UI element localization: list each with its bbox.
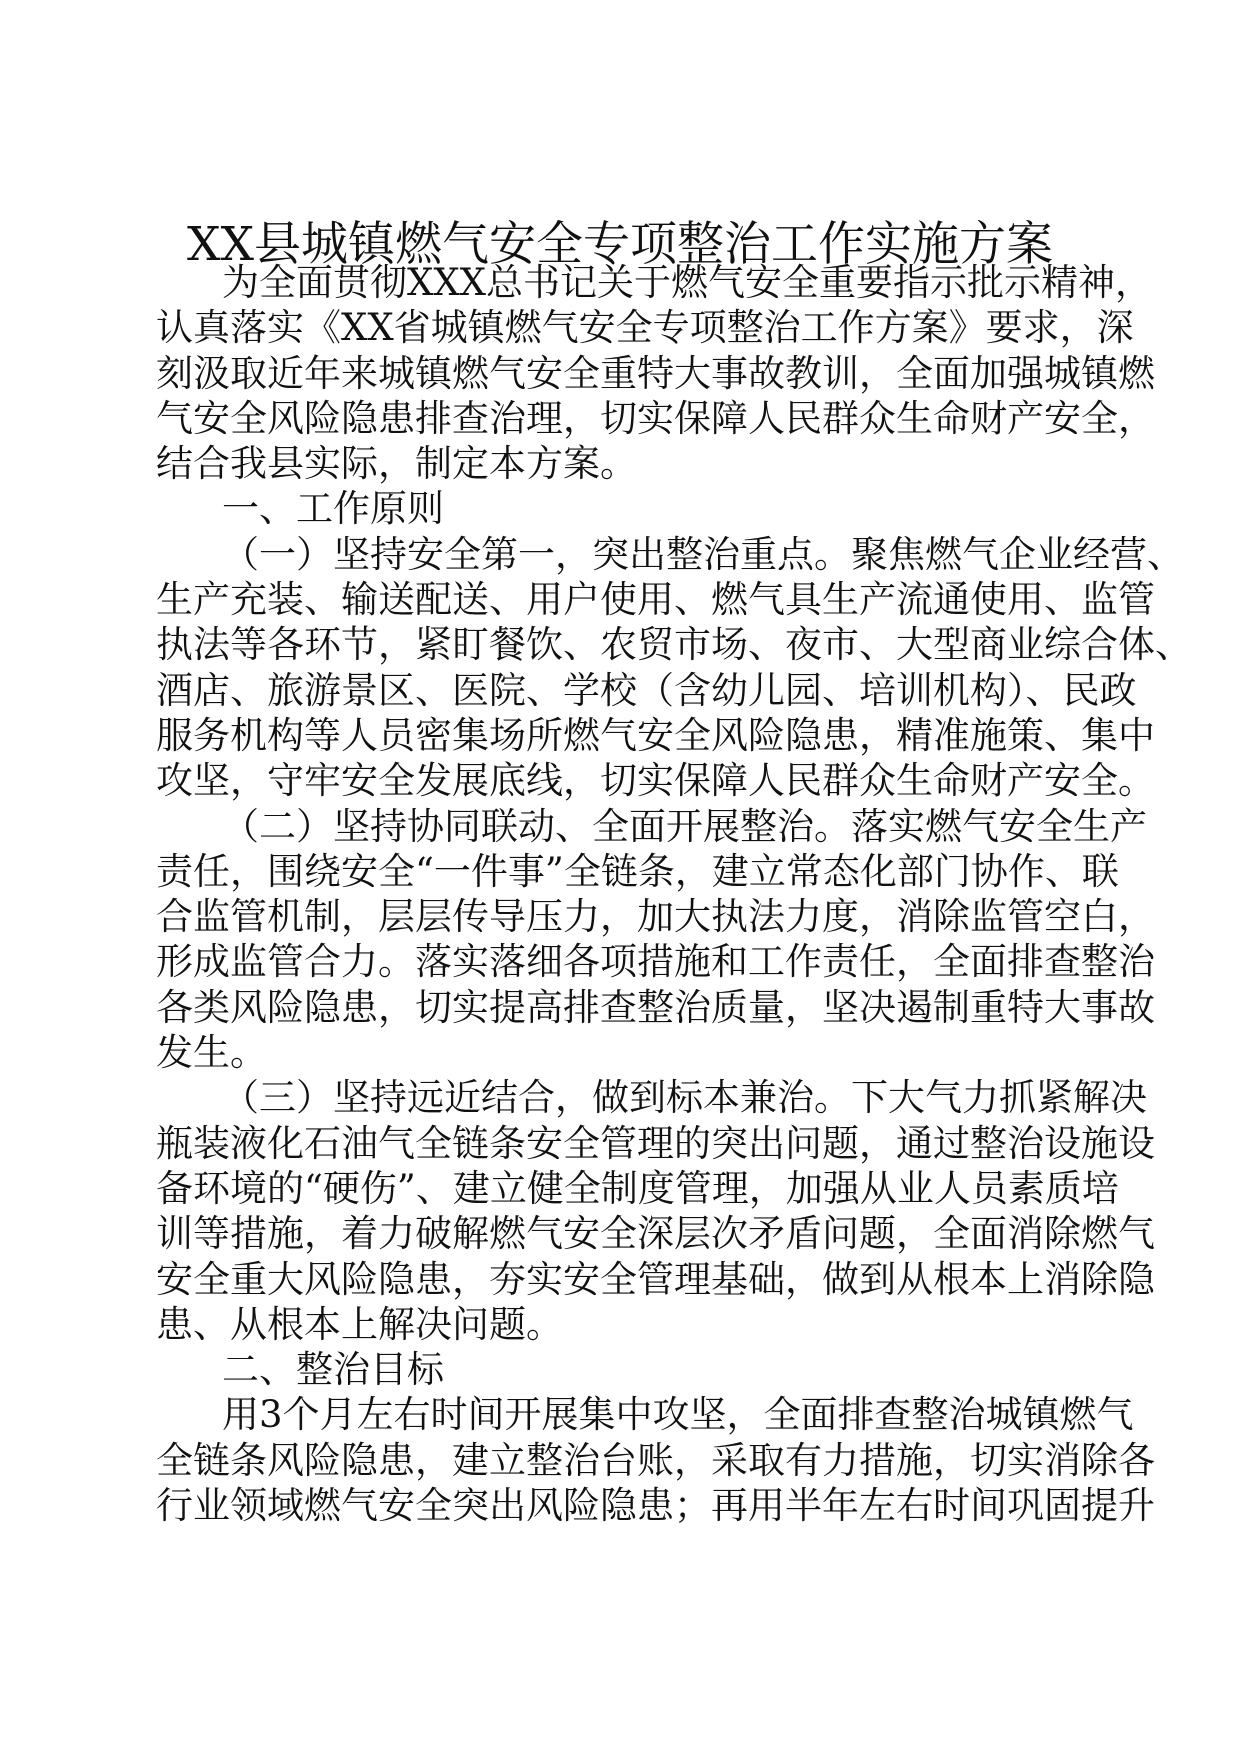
text-line: 气安全风险隐患排查治理，切实保障人民群众生命财产安全， — [156, 396, 1155, 440]
text-line: 一、工作原则 — [222, 487, 444, 531]
text-line: 服务机构等人员密集场所燃气安全风险隐患，精准施策、集中 — [156, 713, 1155, 757]
text-line: 全链条风险隐患，建立整治台账，采取有力措施，切实消除各 — [156, 1438, 1155, 1482]
text-line: 形成监管合力。落实落细各项措施和工作责任，全面排查整治 — [156, 940, 1155, 984]
text-line: 酒店、旅游景区、医院、学校（含幼儿园、培训机构）、民政 — [156, 668, 1137, 712]
section-heading-goals — [156, 1347, 1086, 1392]
text-line: 用3个月左右时间开展集中攻坚，全面排查整治城镇燃气 — [222, 1393, 1134, 1437]
text-line: 生产充装、输送配送、用户使用、燃气具生产流通使用、监管 — [156, 578, 1155, 622]
paragraph-intro — [156, 260, 1155, 486]
paragraph-principle-1 — [156, 532, 1192, 804]
text-line: （三）坚持远近结合，做到标本兼治。下大气力抓紧解决 — [222, 1076, 1147, 1120]
section-heading-principles — [156, 486, 1086, 531]
text-line: 患、从根本上解决问题。 — [156, 1302, 563, 1346]
text-line: 发生。 — [156, 1031, 267, 1075]
document-title: XX县城镇燃气安全专项整治工作实施方案 — [187, 217, 1053, 272]
text-line: 结合我县实际，制定本方案。 — [156, 442, 637, 486]
text-line: 瓶装液化石油气全链条安全管理的突出问题，通过整治设施设 — [156, 1121, 1155, 1165]
document-body — [156, 260, 1192, 1528]
text-line: 责任，围绕安全“一件事”全链条，建立常态化部门协作、联 — [156, 849, 1119, 893]
text-line: 攻坚，守牢安全发展底线，切实保障人民群众生命财产安全。 — [156, 759, 1155, 803]
text-line: 为全面贯彻XXX总书记关于燃气安全重要指示批示精神， — [222, 261, 1153, 304]
text-line: 备环境的“硬伤”、建立健全制度管理，加强从业人员素质培 — [156, 1166, 1119, 1210]
text-line: 刻汲取近年来城镇燃气安全重特大事故教训，全面加强城镇燃 — [156, 351, 1155, 395]
text-line: 训等措施，着力破解燃气安全深层次矛盾问题，全面消除燃气 — [156, 1212, 1155, 1256]
text-line: 执法等各环节，紧盯餐饮、农贸市场、夜市、大型商业综合体、 — [156, 623, 1192, 667]
text-line: 认真落实《XX省城镇燃气安全专项整治工作方案》要求，深 — [156, 306, 1134, 350]
paragraph-goals — [156, 1392, 1155, 1528]
paragraph-principle-2 — [156, 804, 1155, 1076]
text-line: 二、整治目标 — [222, 1348, 444, 1392]
text-line: 行业领域燃气安全突出风险隐患；再用半年左右时间巩固提升 — [156, 1484, 1155, 1528]
text-line: （二）坚持协同联动、全面开展整治。落实燃气安全生产 — [222, 804, 1147, 848]
paragraph-principle-3 — [156, 1075, 1155, 1347]
text-line: 合监管机制，层层传导压力，加大执法力度，消除监管空白， — [156, 895, 1155, 939]
text-line: 安全重大风险隐患，夯实安全管理基础，做到从根本上消除隐 — [156, 1257, 1155, 1301]
text-line: 各类风险隐患，切实提高排查整治质量，坚决遏制重特大事故 — [156, 985, 1155, 1029]
text-line: （一）坚持安全第一，突出整治重点。聚焦燃气企业经营、 — [222, 532, 1184, 576]
